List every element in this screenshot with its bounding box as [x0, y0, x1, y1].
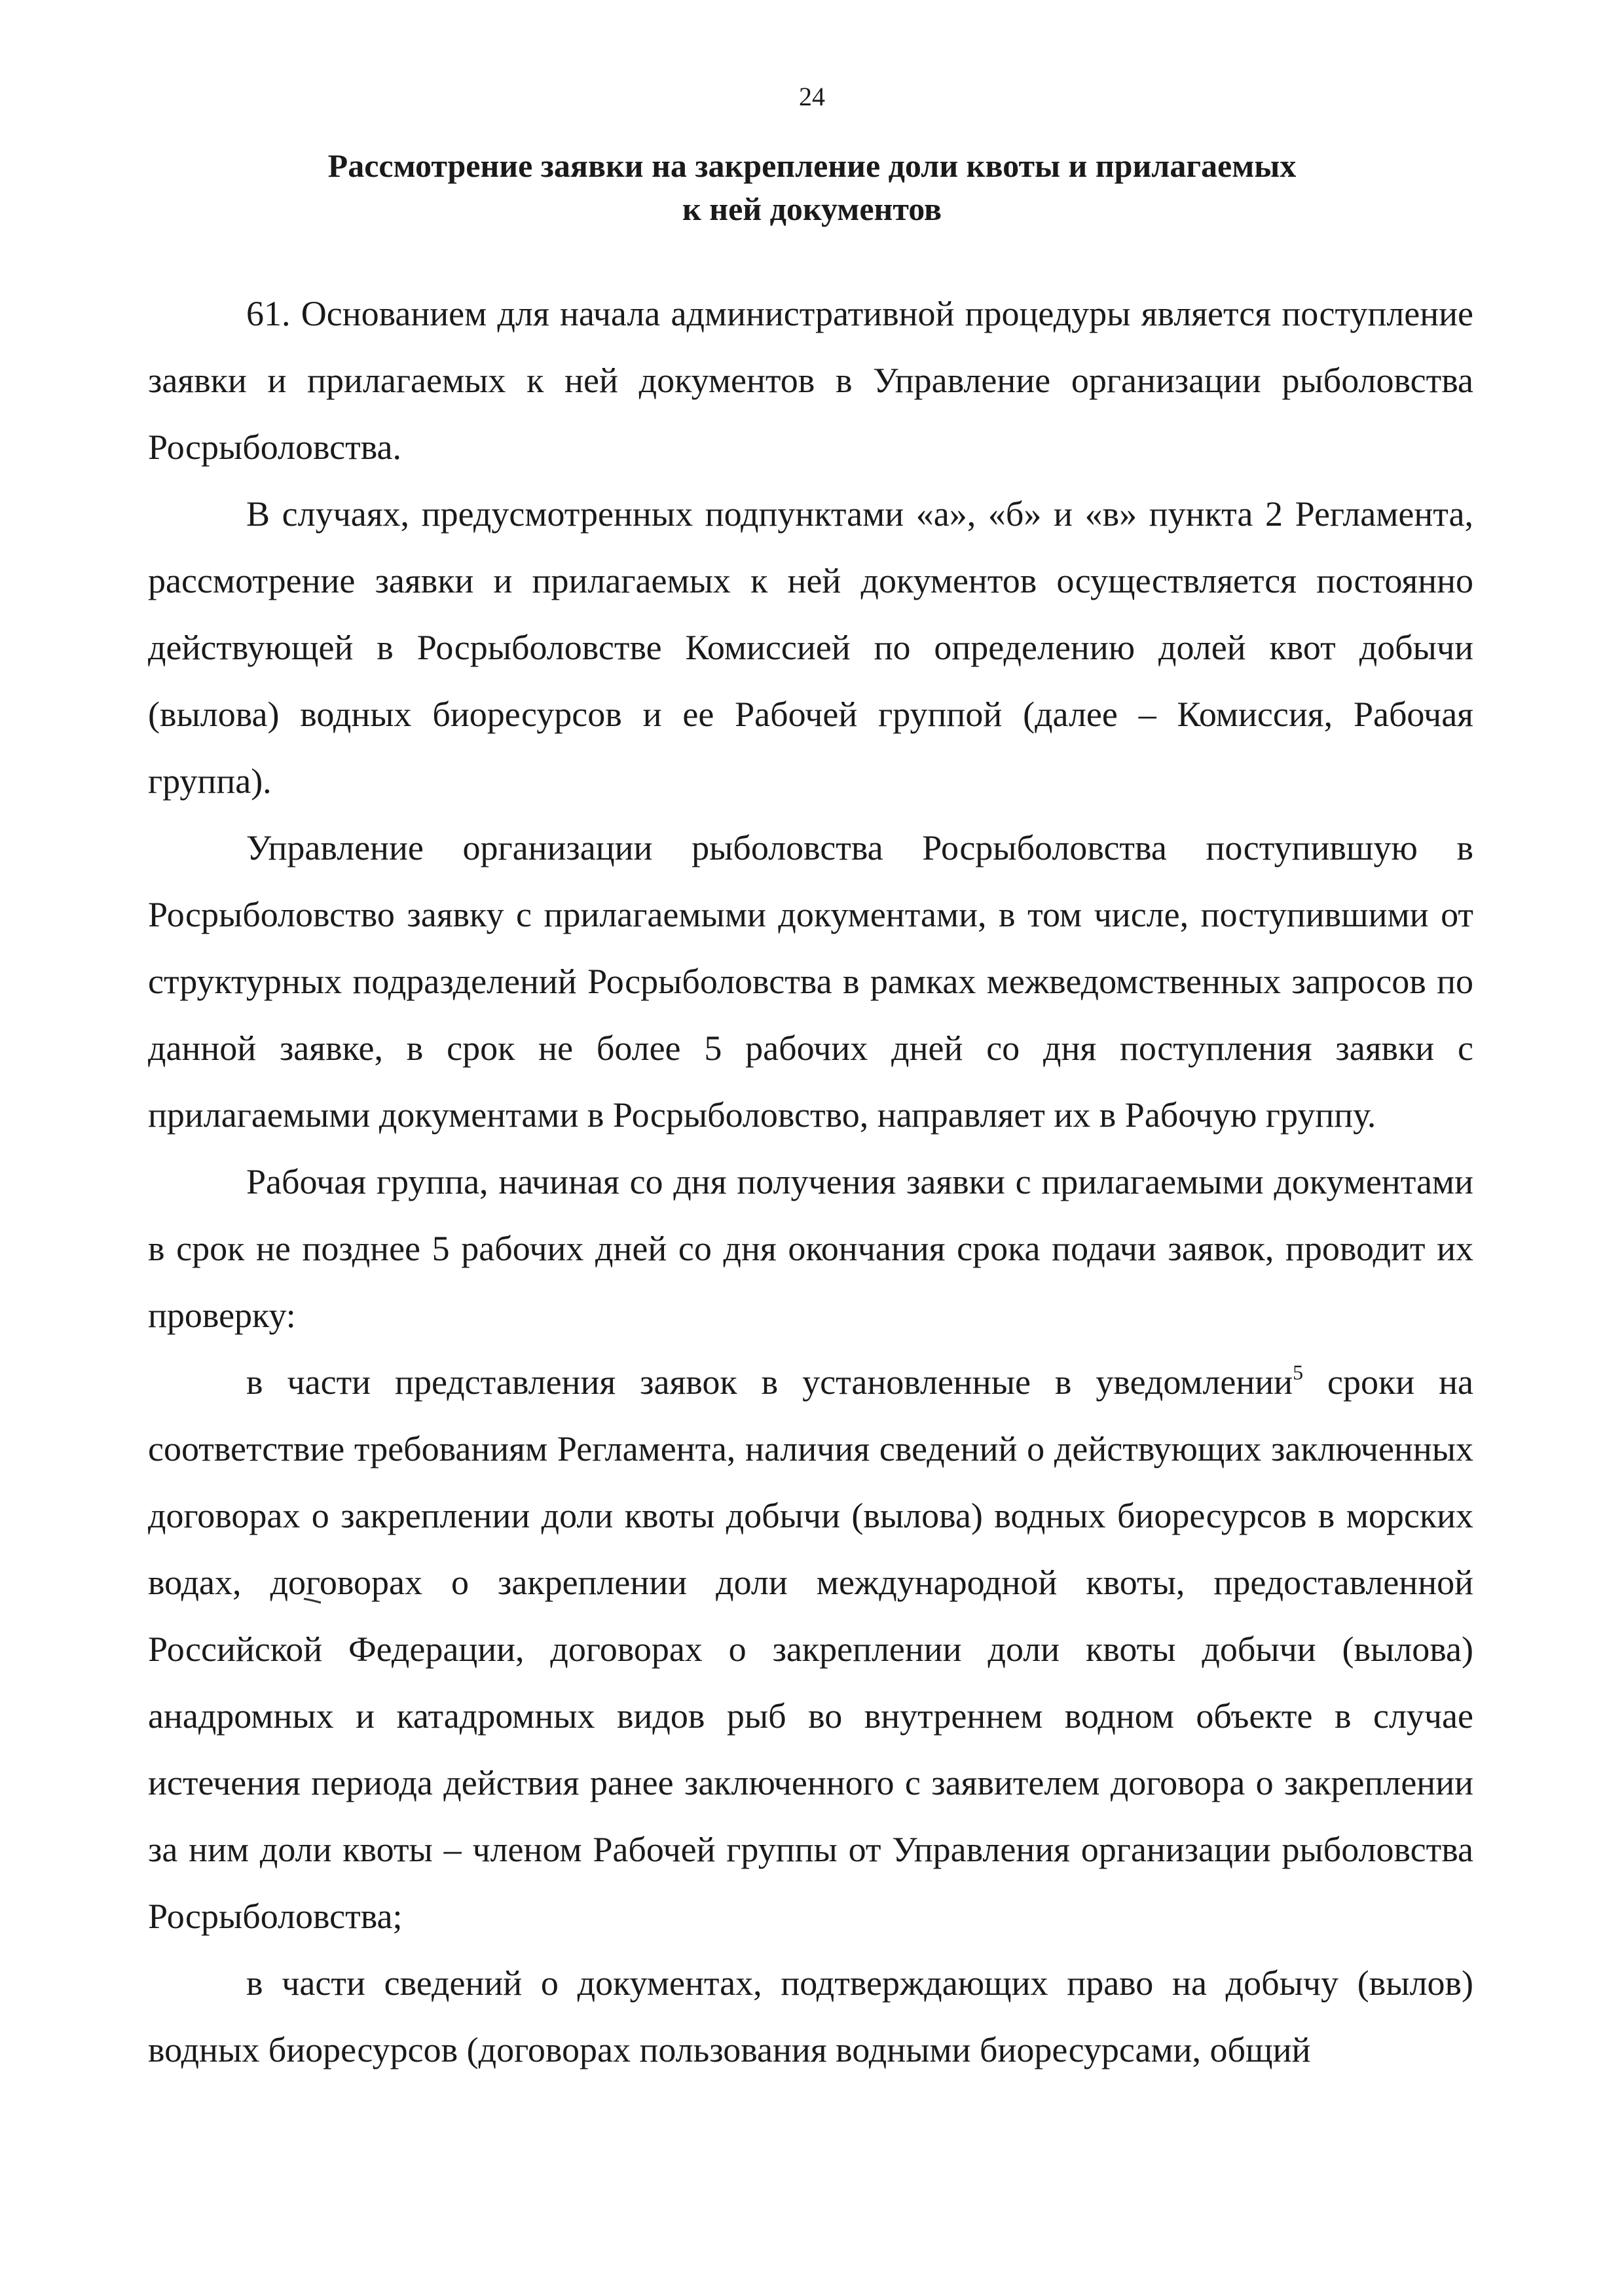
section-heading-line-2: к ней документов: [682, 191, 942, 227]
paragraph-rights-documents: в части сведений о документах, подтверждающих право на добычу (вылов) водных биоресурсов (договорах пользования водными биоресурсами, общий: [148, 1963, 1473, 2069]
section-heading-line-1: Рассмотрение заявки на закрепление доли квоты и прилагаемых: [327, 147, 1297, 184]
section-heading: [216, 144, 1408, 230]
paragraph-notification-terms-start: в части представления заявок в установленные в уведомлении: [246, 1362, 1293, 1402]
paragraph-commission: В случаях, предусмотренных подпунктами «а», «б» и «в» пункта 2 Регламента, рассмотрение заявки и прилагаемых к ней документов осуществляется постоянно действующей в Росрыболовстве Комиссией по определению долей квот добычи (вылова) водных биоресурсов и ее Рабочей группой (далее – Комиссия, Рабочая группа).: [148, 494, 1473, 801]
paragraph-61: 61. Основанием для начала административной процедуры является поступление заявки и прилагаемых к ней документов в Управление организации рыболовства Росрыболовства.: [148, 294, 1473, 467]
footnote-reference: 5: [1293, 1360, 1304, 1384]
stray-pen-mark: [303, 1597, 322, 1604]
paragraph-notification-terms: [148, 1349, 1473, 1950]
paragraph-working-group: Рабочая группа, начиная со дня получения заявки с прилагаемыми документами в срок не позднее 5 рабочих дней со дня окончания срока подачи заявок, проводит их проверку:: [148, 1162, 1473, 1335]
page-number: 24: [799, 82, 825, 111]
paragraph-department: Управление организации рыболовства Росрыболовства поступившую в Росрыболовство заявку с прилагаемыми документами, в том числе, поступившими от структурных подразделений Росрыболовства в рамках межведомственных запросов по данной заявке, в срок не более 5 рабочих дней со дня поступления заявки с прилагаемыми документами в Росрыболовство, направляет их в Рабочую группу.: [148, 828, 1473, 1135]
document-body: [148, 280, 1473, 2083]
paragraph-notification-terms-rest: сроки на соответствие требованиям Регламента, наличия сведений о действующих заключенных договорах о закреплении доли квоты добычи (вылова) водных биоресурсов в морских водах, договорах о закреплении доли международной квоты, предоставленной Российской Федерации, договорах о закреплении доли квоты добычи (вылова) анадромных и катадромных видов рыб во внутреннем водном объекте в случае истечения периода действия ранее заключенного с заявителем договора о закреплении за ним доли квоты – членом Рабочей группы от Управления организации рыболовства Росрыболовства;: [148, 1362, 1473, 1936]
